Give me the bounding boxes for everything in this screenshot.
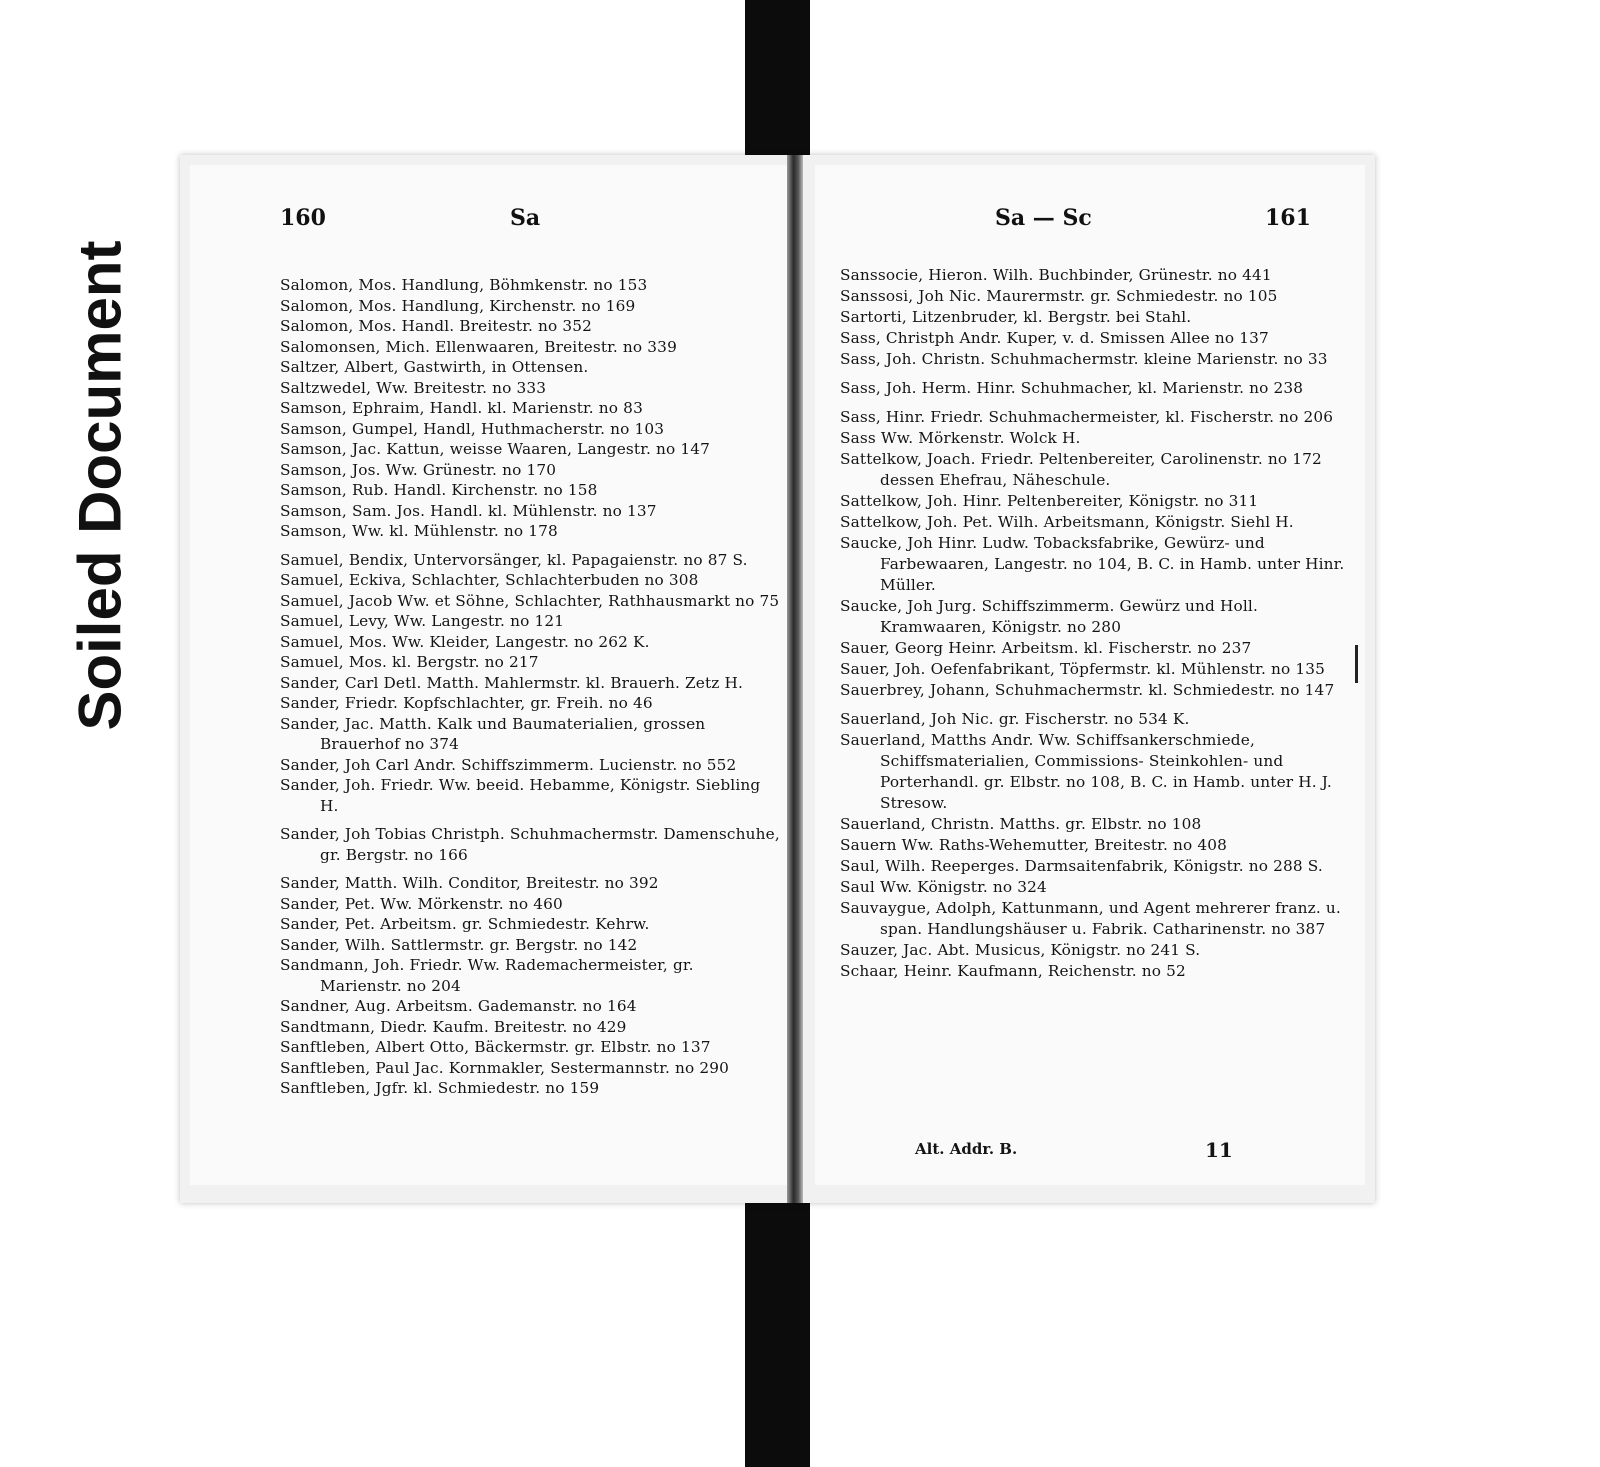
directory-entry: Sass, Christph Andr. Kuper, v. d. Smissen Allee no 137	[840, 329, 1269, 347]
directory-entry: Sauerland, Christn. Matths. gr. Elbstr. no 108	[840, 815, 1202, 833]
directory-entry: Samuel, Bendix, Untervorsänger, kl. Papagaienstr. no 87 S.	[280, 550, 748, 569]
directory-entry: Sander, Joh Carl Andr. Schiffszimmerm. Lucienstr. no 552	[280, 755, 737, 774]
directory-entry: Sass, Joh. Christn. Schuhmachermstr. kleine Marienstr. no 33	[840, 350, 1328, 368]
directory-entry: Sanssosi, Joh Nic. Maurermstr. gr. Schmiedestr. no 105	[840, 287, 1278, 305]
directory-entry: Sass, Hinr. Friedr. Schuhmachermeister, kl. Fischerstr. no 206	[840, 408, 1334, 426]
directory-entry: Sass Ww. Mörkenstr. Wolck H.	[840, 429, 1081, 447]
directory-entry: Samson, Jac. Kattun, weisse Waaren, Langestr. no 147	[280, 440, 711, 458]
directory-entry: Samson, Ephraim, Handl. kl. Marienstr. no 83	[280, 399, 643, 417]
directory-entry: Sander, Carl Detl. Matth. Mahlermstr. kl. Brauerh. Zetz H.	[280, 673, 744, 692]
directory-entry: Salomon, Mos. Handl. Breitestr. no 352	[280, 317, 593, 335]
directory-entry: Sauerland, Matths Andr. Ww. Schiffsankerschmiede, Schiffsmaterialien, Commissions- Steinkohlen- und Porterhandl. gr. Elbstr. no 108, B. C. in Hamb. unter H. J. Stresow.	[840, 731, 1332, 812]
directory-entry: Samuel, Mos. Ww. Kleider, Langestr. no 262 K.	[280, 632, 650, 651]
left-page	[190, 165, 790, 1185]
document-label-text: Soiled Document	[66, 239, 134, 731]
footer-signature-mark: 11	[1205, 1138, 1233, 1162]
directory-entry: Samuel, Mos. kl. Bergstr. no 217	[280, 653, 539, 671]
directory-entry: Saul Ww. Königstr. no 324	[840, 878, 1047, 896]
directory-entry: Sander, Pet. Ww. Mörkenstr. no 460	[280, 894, 563, 913]
directory-entry: Salomon, Mos. Handlung, Böhmkenstr. no 153	[280, 276, 648, 294]
directory-entry: Salomonsen, Mich. Ellenwaaren, Breitestr. no 339	[280, 337, 677, 356]
directory-entry: Sauer, Joh. Oefenfabrikant, Töpfermstr. kl. Mühlenstr. no 135	[840, 660, 1326, 678]
directory-entry: Saul, Wilh. Reeperges. Darmsaitenfabrik, Königstr. no 288 S.	[840, 857, 1323, 875]
footer-reference: Alt. Addr. B.	[915, 1140, 1018, 1158]
directory-entry: Sauerland, Joh Nic. gr. Fischerstr. no 534 K.	[840, 710, 1190, 728]
left-page-number: 160	[280, 205, 326, 231]
margin-mark	[1355, 645, 1358, 683]
directory-entry: Samuel, Levy, Ww. Langestr. no 121	[280, 612, 565, 630]
left-page-heading: Sa	[510, 205, 541, 231]
directory-entry: Sauer, Georg Heinr. Arbeitsm. kl. Fischerstr. no 237	[840, 639, 1252, 657]
document-label	[55, 215, 145, 755]
directory-entry: Sander, Joh Tobias Christph. Schuhmachermstr. Damenschuhe, gr. Bergstr. no 166	[280, 825, 780, 864]
directory-entry: Sauerbrey, Johann, Schuhmachermstr. kl. Schmiedestr. no 147	[840, 681, 1335, 699]
directory-entry: Samson, Gumpel, Handl, Huthmacherstr. no 103	[280, 419, 665, 438]
directory-entry: Sanssocie, Hieron. Wilh. Buchbinder, Grünestr. no 441	[840, 266, 1272, 284]
directory-entry: Sander, Friedr. Kopfschlachter, gr. Freih. no 46	[280, 694, 653, 712]
directory-entry: Sandmann, Joh. Friedr. Ww. Rademachermeister, gr. Marienstr. no 204	[280, 956, 694, 995]
directory-entry: Sandner, Aug. Arbeitsm. Gademanstr. no 164	[280, 997, 637, 1015]
directory-entry: Sauern Ww. Raths-Wehemutter, Breitestr. no 408	[840, 836, 1227, 854]
directory-entry: Sander, Wilh. Sattlermstr. gr. Bergstr. no 142	[280, 935, 638, 954]
directory-entry: Salomon, Mos. Handlung, Kirchenstr. no 169	[280, 296, 636, 315]
directory-entry: Samson, Jos. Ww. Grünestr. no 170	[280, 460, 557, 479]
directory-entry: Sattelkow, Joh. Hinr. Peltenbereiter, Königstr. no 311	[840, 492, 1259, 510]
directory-entry: Samson, Rub. Handl. Kirchenstr. no 158	[280, 481, 598, 499]
right-page-number: 161	[1265, 205, 1311, 231]
directory-entry: Sanftleben, Albert Otto, Bäckermstr. gr. Elbstr. no 137	[280, 1038, 711, 1056]
left-entry-list	[280, 275, 780, 1099]
directory-entry: Sauvaygue, Adolph, Kattunmann, und Agent mehrerer franz. u. span. Handlungshäuser u. Fabrik. Catharinenstr. no 387	[840, 899, 1341, 938]
directory-entry: Sass, Joh. Herm. Hinr. Schuhmacher, kl. Marienstr. no 238	[840, 379, 1304, 397]
binding-strap-top	[745, 0, 810, 170]
right-page	[815, 165, 1365, 1185]
right-page-heading: Sa — Sc	[995, 205, 1092, 231]
page-footer	[915, 1138, 1233, 1162]
directory-entry: Sander, Pet. Arbeitsm. gr. Schmiedestr. Kehrw.	[280, 915, 650, 933]
directory-entry: Sattelkow, Joh. Pet. Wilh. Arbeitsmann, Königstr. Siehl H.	[840, 513, 1294, 531]
directory-entry: Saltzer, Albert, Gastwirth, in Ottensen.	[280, 358, 589, 376]
directory-entry: Sanftleben, Jgfr. kl. Schmiedestr. no 159	[280, 1079, 600, 1097]
directory-entry: Saltzwedel, Ww. Breitestr. no 333	[280, 378, 547, 397]
binding-strap-bottom	[745, 1190, 810, 1467]
directory-entry: Schaar, Heinr. Kaufmann, Reichenstr. no 52	[840, 962, 1186, 980]
directory-entry: Sauzer, Jac. Abt. Musicus, Königstr. no 241 S.	[840, 941, 1201, 959]
directory-entry: Samuel, Eckiva, Schlachter, Schlachterbuden no 308	[280, 571, 699, 589]
directory-entry: Samuel, Jacob Ww. et Söhne, Schlachter, Rathhausmarkt no 75	[280, 591, 780, 610]
directory-entry: Samson, Ww. kl. Mühlenstr. no 178	[280, 522, 558, 540]
right-entry-list	[840, 265, 1345, 982]
directory-entry: Samson, Sam. Jos. Handl. kl. Mühlenstr. no 137	[280, 501, 657, 520]
directory-entry: Saucke, Joh Hinr. Ludw. Tobacksfabrike, Gewürz- und Farbewaaren, Langestr. no 104, B. C. in Hamb. unter Hinr. Müller.	[840, 534, 1345, 594]
book-gutter	[787, 155, 803, 1203]
directory-entry: Sandtmann, Diedr. Kaufm. Breitestr. no 429	[280, 1017, 627, 1036]
directory-entry: Sander, Matth. Wilh. Conditor, Breitestr. no 392	[280, 874, 659, 892]
directory-entry: Sanftleben, Paul Jac. Kornmakler, Sestermannstr. no 290	[280, 1058, 730, 1077]
directory-entry: Sattelkow, Joach. Friedr. Peltenbereiter, Carolinenstr. no 172 dessen Ehefrau, Näheschule.	[840, 450, 1322, 489]
directory-entry: Sander, Jac. Matth. Kalk und Baumaterialien, grossen Brauerhof no 374	[280, 714, 706, 753]
directory-entry: Sander, Joh. Friedr. Ww. beeid. Hebamme, Königstr. Siebling H.	[280, 776, 761, 815]
directory-entry: Saucke, Joh Jurg. Schiffszimmerm. Gewürz und Holl. Kramwaaren, Königstr. no 280	[840, 597, 1258, 636]
open-book	[180, 155, 1375, 1203]
directory-entry: Sartorti, Litzenbruder, kl. Bergstr. bei Stahl.	[840, 308, 1192, 326]
